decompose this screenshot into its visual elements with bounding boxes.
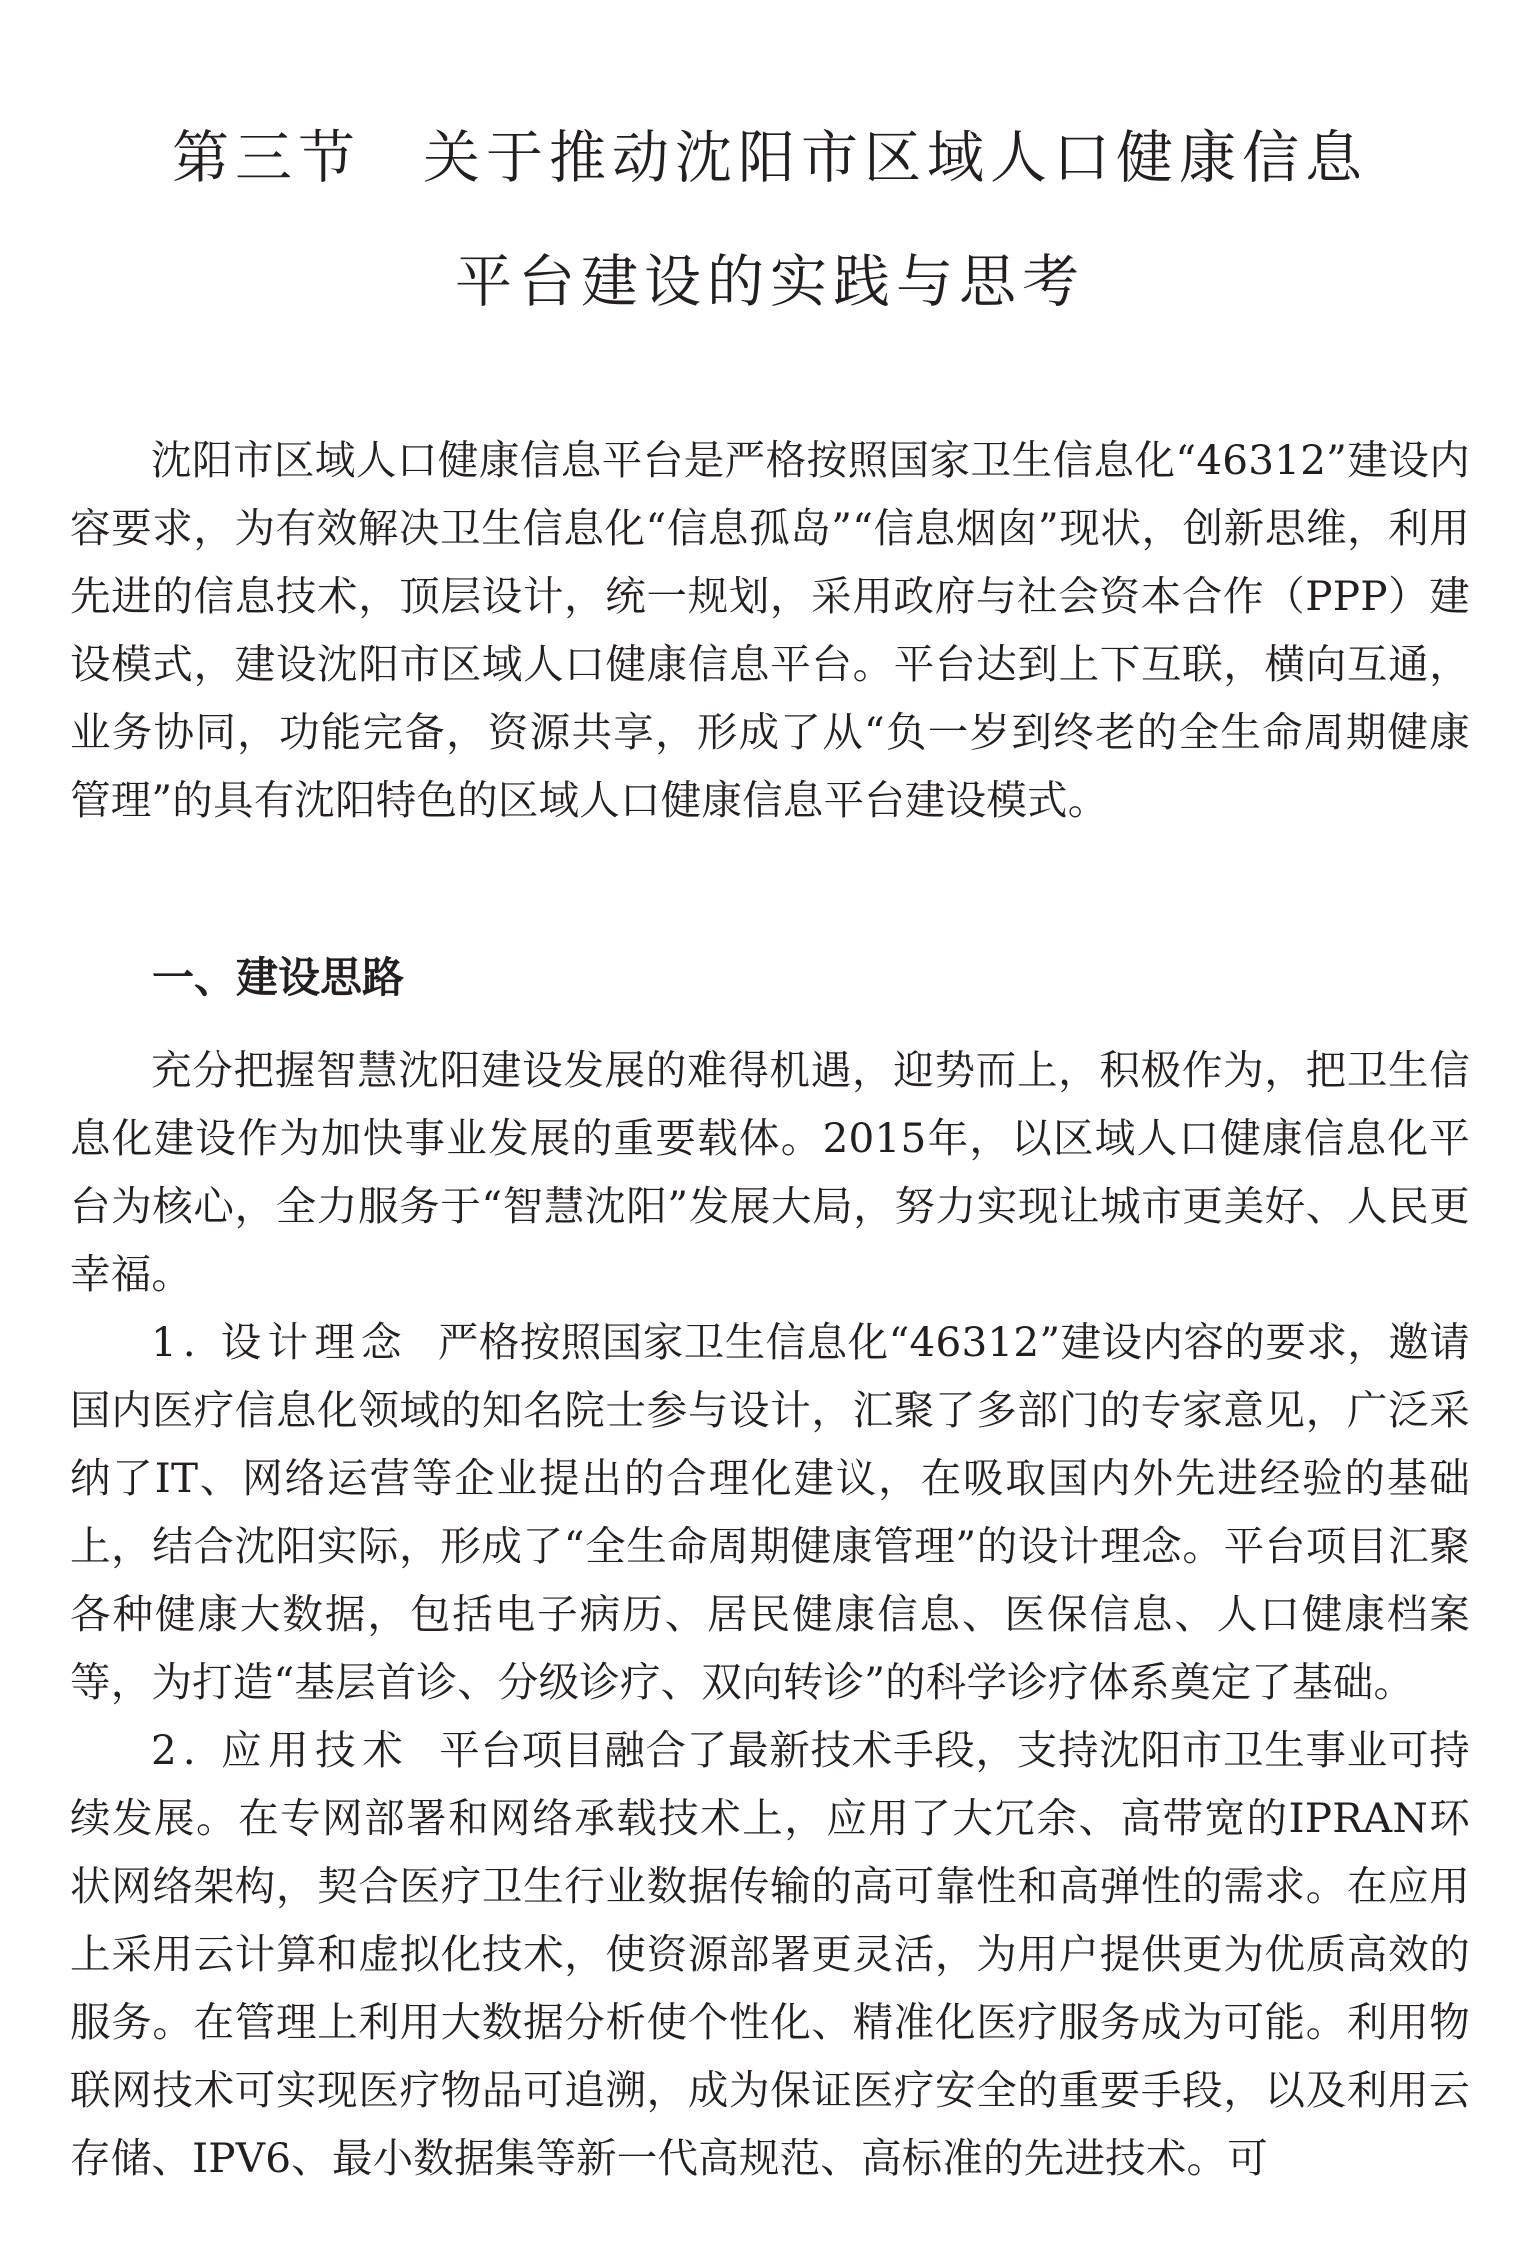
item-label: 2. 应用技术 bbox=[151, 1726, 410, 1774]
item-applied-technology bbox=[70, 1716, 1470, 2192]
item-text: 平台项目融合了最新技术手段，支持沈阳市卫生事业可持续发展。在专网部署和网络承载技术上，应用了大冗余、高带宽的IPRAN环状网络架构，契合医疗卫生行业数据传输的高可靠性和高弹性的需求。在应用上采用云计算和虚拟化技术，使资源部署更灵活，为用户提供更为优质高效的服务。在管理上利用大数据分析使个性化、精准化医疗服务成为可能。利用物联网技术可实现医疗物品可追溯，成为保证医疗安全的重要手段，以及利用云存储、IPV6、最小数据集等新一代高规范、高标准的先进技术。可 bbox=[70, 1726, 1471, 2182]
title-line-2: 平台建设的实践与思考 bbox=[455, 249, 1085, 315]
section-number: 第三节 bbox=[172, 125, 361, 191]
item-label: 1. 设计理念 bbox=[151, 1318, 408, 1366]
item-design-concept bbox=[70, 1308, 1470, 1716]
item-text: 严格按照国家卫生信息化“46312”建设内容的要求，邀请国内医疗信息化领域的知名院士参与设计，汇聚了多部门的专家意见，广泛采纳了IT、网络运营等企业提出的合理化建议，在吸取国内外先进经验的基础上，结合沈阳实际，形成了“全生命周期健康管理”的设计理念。平台项目汇聚各种健康大数据，包括电子病历、居民健康信息、医保信息、人口健康档案等，为打造“基层首诊、分级诊疗、双向转诊”的科学诊疗体系奠定了基础。 bbox=[70, 1318, 1470, 1706]
section-paragraph: 充分把握智慧沈阳建设发展的难得机遇，迎势而上，积极作为，把卫生信息化建设作为加快事业发展的重要载体。2015年，以区域人口健康信息化平台为核心，全力服务于“智慧沈阳”发展大局，努力实现让城市更美好、人民更幸福。 bbox=[70, 1046, 1470, 1298]
document-page bbox=[70, 0, 1470, 2264]
chapter-title bbox=[70, 96, 1470, 344]
section-heading: 一、建设思路 bbox=[152, 953, 405, 1002]
title-line-1 bbox=[70, 96, 1470, 220]
intro-paragraph: 沈阳市区域人口健康信息平台是严格按照国家卫生信息化“46312”建设内容要求，为有效解决卫生信息化“信息孤岛”“信息烟囱”现状，创新思维，利用先进的信息技术，顶层设计，统一规划，采用政府与社会资本合作（PPP）建设模式，建设沈阳市区域人口健康信息平台。平台达到上下互联，横向互通，业务协同，功能完备，资源共享，形成了从“负一岁到终老的全生命周期健康管理”的具有沈阳特色的区域人口健康信息平台建设模式。 bbox=[70, 436, 1470, 824]
title-line-1-text: 关于推动沈阳市区域人口健康信息 bbox=[423, 125, 1368, 191]
